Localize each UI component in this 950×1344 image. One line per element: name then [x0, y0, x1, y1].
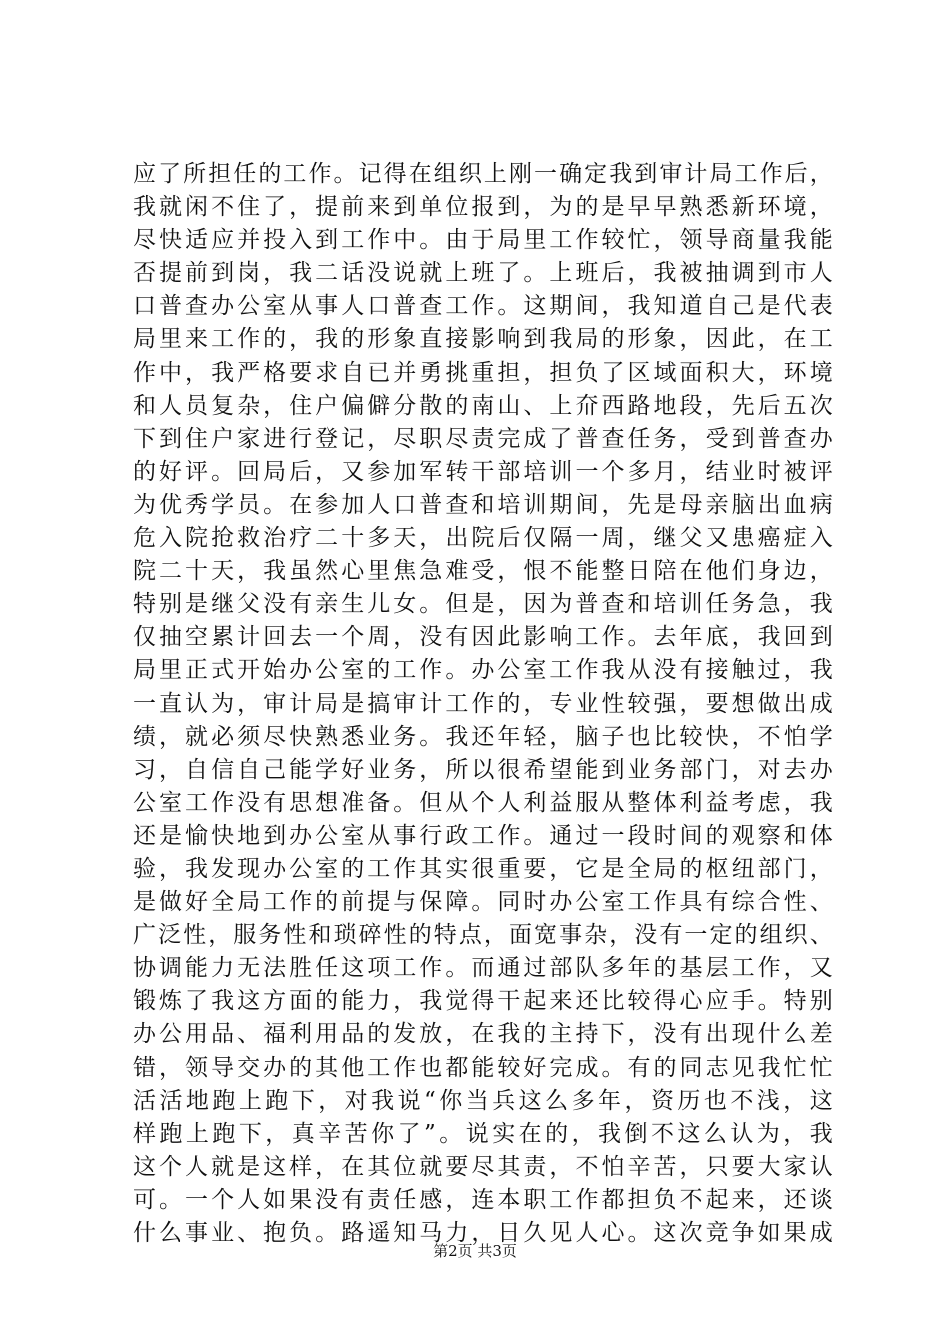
- text-line: 和人员复杂，住户偏僻分散的南山、上夼西路地段，先后五次: [133, 392, 833, 419]
- text-line: 局里来工作的，我的形象直接影响到我局的形象，因此，在工: [133, 326, 833, 353]
- text-line: 什么事业、抱负。路遥知马力，日久见人心。这次竞争如果成: [133, 1220, 833, 1246]
- text-line: 是做好全局工作的前提与保障。同时办公室工作具有综合性、: [133, 889, 833, 916]
- text-line: 应了所担任的工作。记得在组织上刚一确定我到审计局工作后，: [133, 161, 833, 187]
- text-line: 院二十天，我虽然心里焦急难受，恨不能整日陪在他们身边，: [133, 558, 833, 585]
- text-line: 习，自信自己能学好业务，所以很希望能到业务部门，对去办: [133, 756, 833, 783]
- text-line: 口普查办公室从事人口普查工作。这期间，我知道自己是代表: [133, 293, 833, 320]
- text-line: 绩，就必须尽快熟悉业务。我还年轻，脑子也比较快，不怕学: [133, 723, 833, 750]
- page-footer: [0, 1241, 950, 1261]
- page-number-label: 第2页 共3页: [433, 1242, 517, 1260]
- text-line: 公室工作没有思想准备。但从个人利益服从整体利益考虑，我: [133, 789, 833, 816]
- text-line: 尽快适应并投入到工作中。由于局里工作较忙，领导商量我能: [133, 227, 833, 254]
- text-line: 下到住户家进行登记，尽职尽责完成了普查任务，受到普查办: [133, 425, 833, 452]
- text-line: 为优秀学员。在参加人口普查和培训期间，先是母亲脑出血病: [133, 491, 833, 518]
- text-line: 特别是继父没有亲生儿女。但是，因为普查和培训任务急，我: [133, 591, 833, 618]
- text-line: 仅抽空累计回去一个周，没有因此影响工作。去年底，我回到: [133, 624, 833, 651]
- text-line: 这个人就是这样，在其位就要尽其责，不怕辛苦，只要大家认: [133, 1153, 833, 1180]
- text-line: 局里正式开始办公室的工作。办公室工作我从没有接触过，我: [133, 657, 833, 684]
- text-line: 我就闲不住了，提前来到单位报到，为的是早早熟悉新环境，: [133, 194, 833, 221]
- text-line: 错，领导交办的其他工作也都能较好完成。有的同志见我忙忙: [133, 1054, 833, 1081]
- text-line: 可。一个人如果没有责任感，连本职工作都担负不起来，还谈: [133, 1186, 833, 1213]
- text-line: 活活地跑上跑下，对我说“你当兵这么多年，资历也不浅，这: [133, 1087, 833, 1114]
- text-line: 的好评。回局后，又参加军转干部培训一个多月，结业时被评: [133, 458, 833, 485]
- text-line: 作中，我严格要求自已并勇挑重担，担负了区域面积大，环境: [133, 359, 833, 386]
- text-line: 验，我发现办公室的工作其实很重要，它是全局的枢纽部门，: [133, 855, 833, 882]
- text-line: 还是愉快地到办公室从事行政工作。通过一段时间的观察和体: [133, 822, 833, 849]
- text-line: 广泛性，服务性和琐碎性的特点，面宽事杂，没有一定的组织、: [133, 922, 833, 949]
- body-text: [133, 158, 833, 1250]
- text-line: 一直认为，审计局是搞审计工作的，专业性较强，要想做出成: [133, 690, 833, 717]
- text-line: 锻炼了我这方面的能力，我觉得干起来还比较得心应手。特别: [133, 988, 833, 1015]
- text-line: 样跑上跑下，真辛苦你了”。说实在的，我倒不这么认为，我: [133, 1120, 833, 1147]
- text-line: 办公用品、福利用品的发放，在我的主持下，没有出现什么差: [133, 1021, 833, 1048]
- text-line: 危入院抢救治疗二十多天，出院后仅隔一周，继父又患癌症入: [133, 525, 833, 552]
- text-line: 否提前到岗，我二话没说就上班了。上班后，我被抽调到市人: [133, 260, 833, 287]
- text-line: 协调能力无法胜任这项工作。而通过部队多年的基层工作，又: [133, 955, 833, 982]
